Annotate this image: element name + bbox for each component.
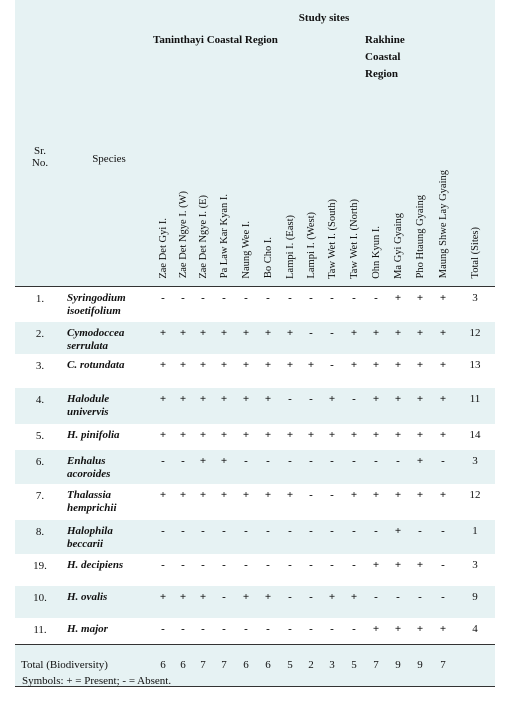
presence-mark: - <box>235 520 257 554</box>
site-header: Ma Gyi Gyaing <box>387 83 409 286</box>
presence-mark: + <box>394 623 402 635</box>
row-total: 1 <box>455 520 495 554</box>
row-number: 2. <box>15 322 65 354</box>
species-name: H. major <box>67 623 108 635</box>
presence-mark: + <box>264 359 272 371</box>
seagrass-distribution-table <box>15 0 495 687</box>
presence-mark: + <box>173 388 193 424</box>
presence-mark: + <box>257 586 279 618</box>
row-number: 7. <box>35 490 45 502</box>
table-row <box>15 586 495 618</box>
presence-mark: - <box>321 520 343 554</box>
presence-mark: + <box>199 359 207 371</box>
biodiversity-total: 3 <box>321 644 343 686</box>
presence-mark: + <box>328 429 336 441</box>
totals-empty-cell <box>455 644 495 686</box>
species-name: Enhalus acoroides <box>65 450 153 484</box>
presence-mark: - <box>365 520 387 554</box>
presence-mark: + <box>213 450 235 484</box>
presence-mark: + <box>409 450 431 484</box>
presence-mark: - <box>181 291 185 304</box>
presence-mark: + <box>220 489 228 501</box>
presence-mark: + <box>439 429 447 441</box>
presence-mark: - <box>257 450 279 484</box>
presence-mark: + <box>179 359 187 371</box>
presence-mark: - <box>309 489 313 501</box>
presence-mark: - <box>213 520 235 554</box>
row-number: 8. <box>15 520 65 554</box>
presence-mark: - <box>213 586 235 618</box>
presence-mark: - <box>279 586 301 618</box>
presence-mark: + <box>431 388 455 424</box>
presence-mark: - <box>279 388 301 424</box>
presence-mark: + <box>242 359 250 371</box>
presence-mark: - <box>387 586 409 618</box>
totals-label: Total (Biodiversity) <box>15 644 153 686</box>
presence-mark: + <box>416 429 424 441</box>
presence-mark: + <box>159 429 167 441</box>
row-number: 6. <box>15 450 65 484</box>
presence-mark: + <box>394 559 402 571</box>
biodiversity-total: 5 <box>279 644 301 686</box>
presence-mark: + <box>416 559 424 571</box>
rakhine-region-heading: Rakhine Coastal Region <box>365 32 495 83</box>
biodiversity-total: 5 <box>343 644 365 686</box>
presence-mark: - <box>173 520 193 554</box>
presence-mark: - <box>343 520 365 554</box>
presence-mark: + <box>235 586 257 618</box>
table-row <box>15 354 495 388</box>
presence-mark: - <box>301 586 321 618</box>
presence-mark: + <box>286 429 294 441</box>
study-sites-heading: Study sites <box>153 0 495 32</box>
presence-mark: - <box>321 322 343 354</box>
presence-mark: + <box>220 359 228 371</box>
presence-mark: - <box>365 586 387 618</box>
presence-mark: - <box>309 623 313 635</box>
presence-mark: - <box>222 291 226 304</box>
presence-mark: - <box>343 450 365 484</box>
presence-mark: + <box>213 322 235 354</box>
presence-mark: - <box>266 291 270 304</box>
presence-mark: + <box>365 322 387 354</box>
species-name: H. decipiens <box>67 559 124 571</box>
biodiversity-total: 2 <box>301 644 321 686</box>
species-name: Halodule univervis <box>65 388 153 424</box>
presence-mark: - <box>441 559 445 571</box>
presence-mark: + <box>264 429 272 441</box>
row-number: 10. <box>15 586 65 618</box>
presence-mark: + <box>439 291 447 304</box>
presence-mark: + <box>321 388 343 424</box>
site-header: Naung Wee I. <box>235 83 257 286</box>
presence-mark: - <box>365 450 387 484</box>
presence-mark: - <box>330 359 334 371</box>
presence-mark: + <box>394 489 402 501</box>
presence-mark: - <box>279 520 301 554</box>
site-header: Pho Htaung Gyaing <box>409 83 431 286</box>
presence-mark: - <box>288 559 292 571</box>
presence-mark: + <box>159 489 167 501</box>
presence-mark: - <box>181 559 185 571</box>
presence-mark: - <box>301 520 321 554</box>
presence-mark: + <box>179 429 187 441</box>
presence-mark: + <box>372 623 380 635</box>
biodiversity-total: 6 <box>153 644 173 686</box>
presence-mark: - <box>321 450 343 484</box>
table-row <box>15 520 495 554</box>
presence-mark: - <box>235 450 257 484</box>
row-total: 13 <box>469 359 481 371</box>
table-row <box>15 322 495 354</box>
presence-mark: - <box>374 291 378 304</box>
presence-mark: + <box>235 388 257 424</box>
presence-mark: + <box>365 388 387 424</box>
presence-mark: + <box>220 429 228 441</box>
presence-mark: - <box>309 291 313 304</box>
biodiversity-total: 9 <box>409 644 431 686</box>
presence-mark: - <box>161 623 165 635</box>
presence-mark: + <box>372 559 380 571</box>
presence-mark: + <box>321 586 343 618</box>
site-header: Pa Law Kar Kyan I. <box>213 83 235 286</box>
site-header: Lampi I. (East) <box>279 83 301 286</box>
presence-mark: + <box>416 291 424 304</box>
presence-mark: - <box>266 559 270 571</box>
presence-mark: + <box>242 429 250 441</box>
site-header: Bo Cho I. <box>257 83 279 286</box>
site-header: Maung Shwe Lay Gyaing <box>431 83 455 286</box>
presence-mark: - <box>201 623 205 635</box>
biodiversity-total: 7 <box>193 644 213 686</box>
presence-mark: - <box>257 520 279 554</box>
biodiversity-total: 7 <box>431 644 455 686</box>
presence-mark: - <box>153 520 173 554</box>
biodiversity-total: 9 <box>387 644 409 686</box>
row-total: 4 <box>472 623 478 635</box>
presence-mark: + <box>307 429 315 441</box>
site-header: Zae Det Ngye I. (E) <box>193 83 213 286</box>
presence-mark: + <box>372 489 380 501</box>
row-total: 3 <box>455 450 495 484</box>
presence-mark: + <box>387 388 409 424</box>
table-row <box>15 424 495 450</box>
presence-mark: + <box>153 322 173 354</box>
presence-mark: + <box>193 388 213 424</box>
table-row <box>15 388 495 424</box>
presence-mark: - <box>244 559 248 571</box>
site-header: Lampi I. (West) <box>301 83 321 286</box>
presence-mark: + <box>394 291 402 304</box>
presence-mark: - <box>153 450 173 484</box>
presence-mark: + <box>199 429 207 441</box>
presence-mark: + <box>286 359 294 371</box>
presence-mark: + <box>159 359 167 371</box>
row-total: 3 <box>472 559 478 571</box>
row-total: 11 <box>455 388 495 424</box>
presence-mark: + <box>173 586 193 618</box>
presence-mark: + <box>235 322 257 354</box>
presence-mark: - <box>201 559 205 571</box>
table-row <box>15 484 495 520</box>
biodiversity-total: 6 <box>257 644 279 686</box>
presence-mark: - <box>173 450 193 484</box>
row-number: 5. <box>35 430 45 442</box>
presence-mark: - <box>352 291 356 304</box>
presence-mark: + <box>350 489 358 501</box>
footnote: Symbols: + = Present; - = Absent. <box>22 675 172 687</box>
presence-mark: - <box>330 623 334 635</box>
taninthayi-region-heading: Taninthayi Coastal Region <box>153 32 365 83</box>
presence-mark: + <box>372 429 380 441</box>
table-row <box>15 286 495 322</box>
presence-mark: + <box>409 322 431 354</box>
presence-mark: + <box>193 450 213 484</box>
species-name: Syringodium isoetifolium <box>67 291 126 317</box>
presence-mark: - <box>301 388 321 424</box>
presence-mark: - <box>309 559 313 571</box>
site-header: Zae Det Gyi I. <box>153 83 173 286</box>
presence-mark: - <box>201 291 205 304</box>
row-total: 12 <box>469 489 481 501</box>
presence-mark: - <box>301 450 321 484</box>
site-header: Zae Det Ngye I. (W) <box>173 83 193 286</box>
presence-mark: + <box>350 429 358 441</box>
presence-mark: + <box>416 359 424 371</box>
row-number: 3. <box>35 360 45 372</box>
row-total: 12 <box>455 322 495 354</box>
presence-mark: - <box>181 623 185 635</box>
site-header: Taw Wet I. (North) <box>343 83 365 286</box>
row-number: 1. <box>35 292 45 305</box>
presence-mark: + <box>153 388 173 424</box>
sr-no-header: Sr. No. <box>15 83 65 286</box>
row-number: 19. <box>33 560 47 572</box>
biodiversity-total: 6 <box>235 644 257 686</box>
presence-mark: + <box>179 489 187 501</box>
presence-mark: + <box>343 586 365 618</box>
presence-mark: + <box>173 322 193 354</box>
site-header: Ohn Kyun I. <box>365 83 387 286</box>
presence-mark: - <box>431 450 455 484</box>
presence-mark: + <box>242 489 250 501</box>
species-header: Species <box>65 83 153 286</box>
presence-mark: + <box>193 322 213 354</box>
presence-mark: + <box>394 359 402 371</box>
presence-mark: + <box>409 388 431 424</box>
presence-mark: + <box>213 388 235 424</box>
presence-mark: + <box>431 322 455 354</box>
presence-mark: - <box>161 291 165 304</box>
row-total: 9 <box>455 586 495 618</box>
presence-mark: + <box>416 623 424 635</box>
presence-mark: + <box>199 489 207 501</box>
presence-mark: - <box>352 623 356 635</box>
presence-mark: + <box>257 388 279 424</box>
presence-mark: + <box>286 489 294 501</box>
presence-mark: - <box>330 291 334 304</box>
total-sites-header: Total (Sites) <box>455 83 495 286</box>
row-number: 4. <box>15 388 65 424</box>
presence-mark: - <box>409 586 431 618</box>
species-name: H. ovalis <box>65 586 153 618</box>
site-header: Taw Wet I. (South) <box>321 83 343 286</box>
presence-mark: - <box>266 623 270 635</box>
presence-mark: + <box>394 429 402 441</box>
presence-mark: + <box>279 322 301 354</box>
presence-mark: + <box>416 489 424 501</box>
row-total: 14 <box>469 429 481 441</box>
presence-mark: + <box>257 322 279 354</box>
presence-mark: - <box>431 520 455 554</box>
presence-mark: + <box>439 623 447 635</box>
table-row <box>15 450 495 484</box>
biodiversity-total: 7 <box>365 644 387 686</box>
presence-mark: - <box>279 450 301 484</box>
presence-mark: + <box>307 359 315 371</box>
presence-mark: + <box>264 489 272 501</box>
presence-mark: - <box>193 520 213 554</box>
presence-mark: - <box>244 623 248 635</box>
biodiversity-total: 6 <box>173 644 193 686</box>
presence-mark: - <box>387 450 409 484</box>
biodiversity-total: 7 <box>213 644 235 686</box>
table-row <box>15 554 495 586</box>
species-name: H. pinifolia <box>67 429 120 441</box>
presence-mark: - <box>288 291 292 304</box>
presence-mark: + <box>387 322 409 354</box>
presence-mark: - <box>431 586 455 618</box>
presence-mark: - <box>330 559 334 571</box>
row-number: 11. <box>33 624 47 636</box>
presence-mark: + <box>387 520 409 554</box>
presence-mark: + <box>439 489 447 501</box>
presence-mark: + <box>193 586 213 618</box>
table-row <box>15 618 495 644</box>
presence-mark: + <box>153 586 173 618</box>
species-name: Thalassia hemprichii <box>67 489 117 514</box>
presence-mark: + <box>439 359 447 371</box>
presence-mark: - <box>301 322 321 354</box>
presence-mark: - <box>288 623 292 635</box>
presence-mark: - <box>244 291 248 304</box>
presence-mark: - <box>343 388 365 424</box>
presence-mark: - <box>222 559 226 571</box>
presence-mark: - <box>161 559 165 571</box>
presence-mark: - <box>330 489 334 501</box>
species-name: Halophila beccarii <box>65 520 153 554</box>
presence-mark: + <box>350 359 358 371</box>
presence-mark: + <box>343 322 365 354</box>
presence-mark: + <box>372 359 380 371</box>
presence-mark: - <box>409 520 431 554</box>
presence-mark: - <box>352 559 356 571</box>
species-name: Cymodoccea serrulata <box>65 322 153 354</box>
row-total: 3 <box>472 291 478 304</box>
presence-mark: - <box>222 623 226 635</box>
species-name: C. rotundata <box>67 359 125 371</box>
